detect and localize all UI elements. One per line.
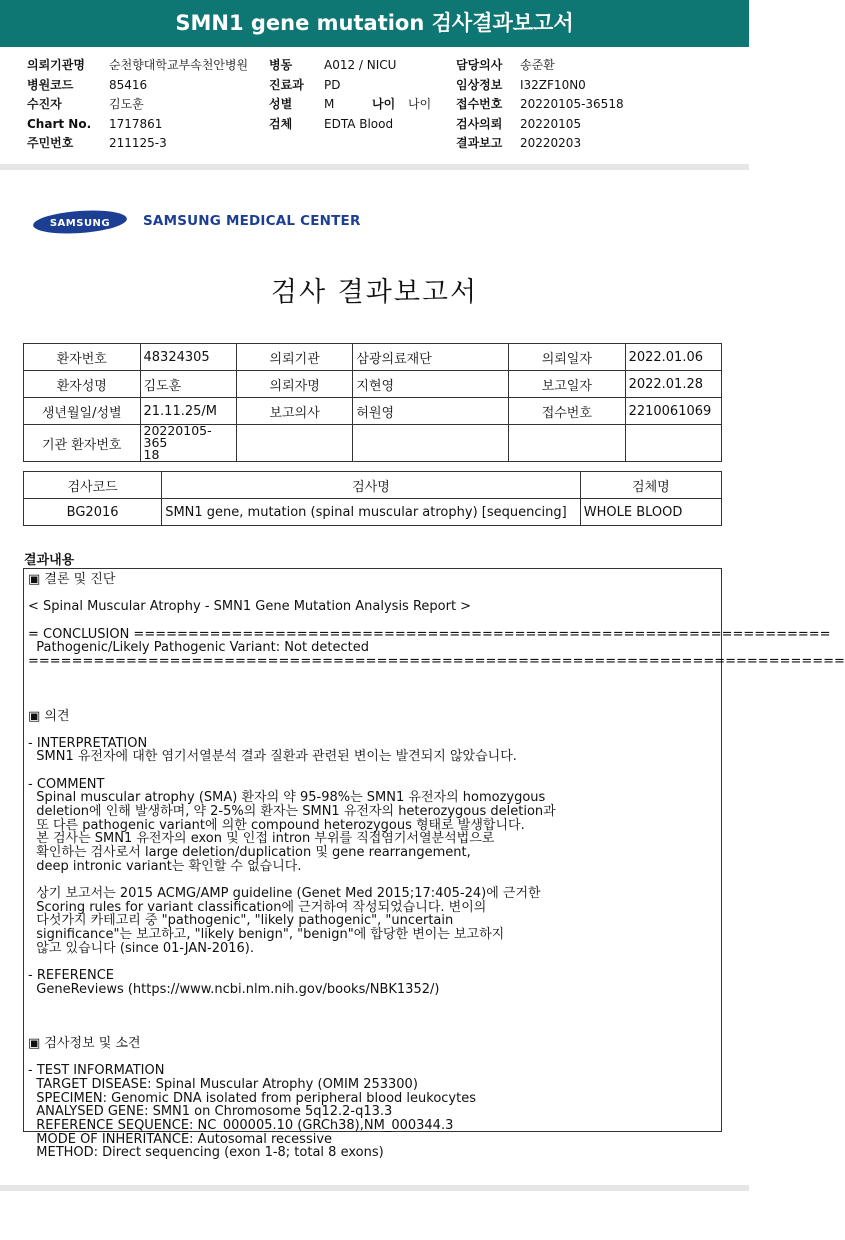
table-cell: 2022.01.28 xyxy=(625,371,721,398)
table-row xyxy=(24,398,722,425)
info-value: I32ZF10N0 xyxy=(520,77,586,92)
info-label: 임상정보 xyxy=(456,77,503,92)
result-content-box xyxy=(23,568,845,1161)
result-line: - COMMENT xyxy=(28,776,105,792)
info-label: 접수번호 xyxy=(456,97,503,111)
result-line: Pathogenic/Likely Pathogenic Variant: Not detected xyxy=(28,640,370,656)
table-row xyxy=(24,425,722,462)
column-header: 검체명 xyxy=(580,472,721,499)
table-cell: WHOLE BLOOD xyxy=(580,499,721,526)
info-label: 성별 xyxy=(269,97,293,111)
info-value: 송준환 xyxy=(520,58,555,72)
result-line: 본 검사는 SMN1 유전자의 exon 및 인접 intron 부위를 직접염기서열분석법으로 xyxy=(28,831,495,847)
result-line: - REFERENCE xyxy=(28,967,115,983)
info-label: 담당의사 xyxy=(456,58,503,72)
info-value: 20220203 xyxy=(520,136,582,150)
info-label: 검사의뢰 xyxy=(456,116,503,131)
info-value: EDTA Blood xyxy=(324,116,394,131)
test-table xyxy=(23,471,722,526)
table-cell xyxy=(236,425,353,462)
result-line: METHOD: Direct sequencing (exon 1-8; total 8 exons) xyxy=(28,1145,384,1161)
hospital-name: SAMSUNG MEDICAL CENTER xyxy=(143,213,361,229)
column-header: 검사코드 xyxy=(24,472,162,499)
info-value: 20220105 xyxy=(520,116,582,131)
result-line: significance"는 보고하고, "likely benign", "benign"에 합당한 변이는 보고하지 xyxy=(28,926,505,942)
info-value: M xyxy=(324,97,335,111)
table-cell xyxy=(353,425,509,462)
info-label: 결과보고 xyxy=(456,136,503,150)
info-value: 순천향대학교부속천안병원 xyxy=(109,58,249,72)
result-line: 다섯가지 카테고리 중 "pathogenic", "likely pathogenic", "uncertain xyxy=(28,913,454,929)
patient-info-col1 xyxy=(27,56,248,154)
info-value: 1717861 xyxy=(109,116,163,131)
table-row xyxy=(24,499,722,526)
age-value: 나이 xyxy=(408,97,432,111)
result-line: - INTERPRETATION xyxy=(28,735,148,751)
cell-line: 18 xyxy=(143,447,160,462)
table-cell: 환자성명 xyxy=(24,371,141,398)
result-line: deep intronic variant는 확인할 수 없습니다. xyxy=(28,858,302,874)
result-line: ANALYSED GENE: SMN1 on Chromosome 5q12.2-q13.3 xyxy=(28,1104,393,1120)
table-cell: BG2016 xyxy=(24,499,162,526)
result-line: = CONCLUSION ================================================================ xyxy=(28,626,831,642)
table-cell: 접수번호 xyxy=(509,398,626,425)
table-cell: 기관 환자번호 xyxy=(24,425,141,462)
report-header-title: SMN1 gene mutation 검사결과보고서 xyxy=(0,0,749,47)
info-value: 211125-3 xyxy=(109,136,167,150)
result-line: 확인하는 검사로서 large deletion/duplication 및 gene rearrangement, xyxy=(28,845,471,860)
result-line: GeneReviews (https://www.ncbi.nlm.nih.gov/books/NBK1352/) xyxy=(28,981,440,997)
info-label: 병동 xyxy=(269,58,293,72)
cell-line: 20220105-365 xyxy=(143,423,212,450)
info-label: 진료과 xyxy=(269,77,304,92)
result-line: REFERENCE SEQUENCE: NC_000005.10 (GRCh38),NM_000344.3 xyxy=(28,1118,454,1133)
patient-info-panel xyxy=(0,47,749,165)
patient-info-col2 xyxy=(269,56,431,134)
result-line: ▣ 결론 및 진단 xyxy=(28,572,116,587)
result-line: Spinal muscular atrophy (SMA) 환자의 약 95-98%는 SMN1 유전자의 homozygous xyxy=(28,790,546,806)
result-line: deletion에 인해 발생하며, 약 2-5%의 환자는 SMN1 유전자의 heterozygous deletion과 xyxy=(28,804,556,820)
table-header-row xyxy=(24,472,722,499)
table-cell: 의뢰기관 xyxy=(236,344,353,371)
result-line: 또 다른 pathogenic variant에 의한 compound heterozygous 형태로 발생합니다. xyxy=(28,817,525,833)
table-cell xyxy=(140,425,236,462)
info-label: Chart No. xyxy=(27,116,92,131)
table-cell: SMN1 gene, mutation (spinal muscular atrophy) [sequencing] xyxy=(162,499,581,526)
table-cell: 21.11.25/M xyxy=(140,398,236,425)
result-line: ▣ 의견 xyxy=(28,708,70,724)
info-value: 85416 xyxy=(109,77,148,92)
divider xyxy=(0,164,749,170)
result-line: - TEST INFORMATION xyxy=(28,1063,165,1079)
info-label: 병원코드 xyxy=(27,77,74,92)
result-line: SMN1 유전자에 대한 염기서열분석 결과 질환과 관련된 변이는 발견되지 않았습니다. xyxy=(28,749,517,765)
info-label: 검체 xyxy=(269,116,293,131)
info-label: 의뢰기관명 xyxy=(27,58,85,72)
result-line: 상기 보고서는 2015 ACMG/AMP guideline (Genet Med 2015;17:405-24)에 근거한 xyxy=(28,885,541,901)
result-line: =========================================================================== xyxy=(28,653,845,669)
column-header: 검사명 xyxy=(162,472,581,499)
table-cell: 김도훈 xyxy=(140,371,236,398)
table-cell: 삼광의료재단 xyxy=(353,344,509,371)
table-row xyxy=(24,344,722,371)
info-value: PD xyxy=(324,77,341,92)
table-cell: 의뢰일자 xyxy=(509,344,626,371)
result-line: ▣ 검사정보 및 소견 xyxy=(28,1036,141,1052)
info-value: A012 / NICU xyxy=(324,58,397,72)
result-line: MODE OF INHERITANCE: Autosomal recessive xyxy=(28,1131,333,1147)
table-cell: 환자번호 xyxy=(24,344,141,371)
table-cell: 보고일자 xyxy=(509,371,626,398)
patient-table xyxy=(23,343,722,462)
result-line: TARGET DISEASE: Spinal Muscular Atrophy (OMIM 253300) xyxy=(28,1077,418,1093)
table-cell: 허원영 xyxy=(353,398,509,425)
table-cell xyxy=(625,425,721,462)
result-line: < Spinal Muscular Atrophy - SMN1 Gene Mutation Analysis Report > xyxy=(28,599,472,615)
info-value: 김도훈 xyxy=(109,97,144,111)
age-label: 나이 xyxy=(372,97,396,111)
patient-info-col3 xyxy=(456,56,624,154)
table-cell: 의뢰자명 xyxy=(236,371,353,398)
result-line: 않고 있습니다 (since 01-JAN-2016). xyxy=(28,940,255,956)
divider xyxy=(0,1185,749,1191)
info-label: 주민번호 xyxy=(27,136,74,150)
table-cell: 보고의사 xyxy=(236,398,353,425)
document-title: 검사 결과보고서 xyxy=(270,277,479,308)
info-value: 20220105-36518 xyxy=(520,97,624,111)
table-row xyxy=(24,371,722,398)
info-label: 수진자 xyxy=(27,97,62,111)
table-cell: 48324305 xyxy=(140,344,236,371)
table-cell: 2210061069 xyxy=(625,398,721,425)
table-cell xyxy=(509,425,626,462)
logo-brand-text: SAMSUNG xyxy=(49,218,111,229)
samsung-logo xyxy=(32,208,128,240)
result-line: SPECIMEN: Genomic DNA isolated from peripheral blood leukocytes xyxy=(28,1090,476,1106)
table-cell: 2022.01.06 xyxy=(625,344,721,371)
table-cell: 지현영 xyxy=(353,371,509,398)
result-section-title: 결과내용 xyxy=(24,553,75,568)
table-cell: 생년월일/성별 xyxy=(24,398,141,425)
result-line: Scoring rules for variant classification에 근거하여 작성되었습니다. 변이의 xyxy=(28,899,487,915)
